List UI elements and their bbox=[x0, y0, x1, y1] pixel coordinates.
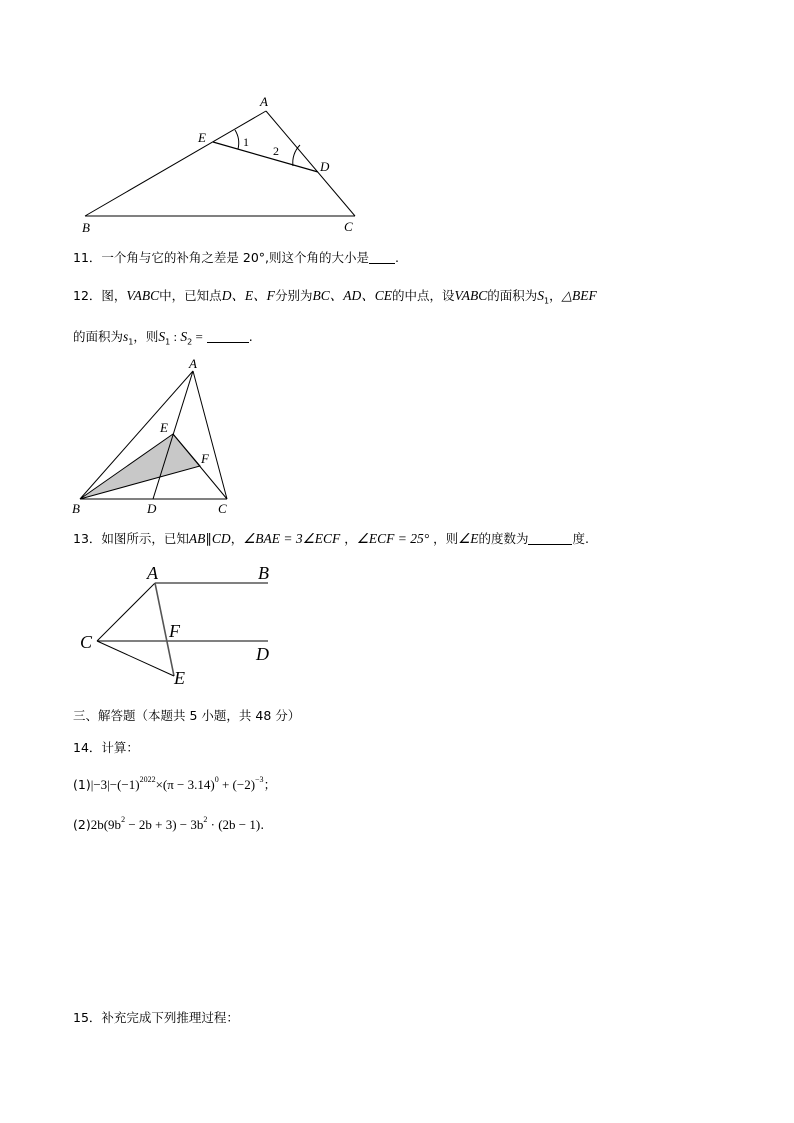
q12-text-a: 图， bbox=[101, 288, 127, 303]
figure1-label-d: D bbox=[320, 159, 330, 174]
q12-s1: S bbox=[537, 288, 544, 303]
question-11-text: 一个角与它的补角之差是 20°,则这个角的大小是 bbox=[101, 250, 370, 265]
question-11-number: 11． bbox=[73, 250, 102, 265]
q12-ratio-colon: : bbox=[170, 329, 181, 344]
q13-text-b: ，则 bbox=[429, 531, 459, 546]
q12-triangle-bef: △BEF bbox=[561, 288, 597, 303]
figure3-label-b: B bbox=[258, 563, 269, 583]
question-14-number: 14． bbox=[73, 740, 102, 755]
q14-p1-exp1: 2022 bbox=[139, 775, 156, 784]
figure3-label-d: D bbox=[256, 644, 269, 664]
question-15 bbox=[73, 1008, 239, 1026]
q13-parallel-symbol: ∥ bbox=[205, 531, 212, 546]
q14-p2-end: . bbox=[260, 817, 265, 832]
q12-points: D、E、F bbox=[221, 288, 275, 303]
q12-segments: BC、AD、CE bbox=[312, 288, 392, 303]
q12-ratio-a: S bbox=[158, 329, 166, 344]
q14-p2-expr-c: · (2b − 1) bbox=[207, 817, 261, 832]
figure2-label-a: A bbox=[189, 356, 197, 371]
figure1-label-angle2: 2 bbox=[273, 144, 279, 158]
question-14-part1 bbox=[73, 775, 276, 793]
q12-s2: s bbox=[123, 329, 129, 344]
q13-text-c: 的度数为 bbox=[478, 531, 529, 546]
q13-text-a: 如图所示，已知 bbox=[101, 531, 189, 546]
q12-text-c: 分别为 bbox=[274, 288, 313, 303]
q14-p1-label: (1) bbox=[73, 777, 91, 792]
q13-text-d: 度. bbox=[572, 531, 589, 546]
figure1-label-angle1: 1 bbox=[243, 135, 249, 149]
question-13-number: 13． bbox=[73, 531, 102, 546]
q14-p2-label: (2) bbox=[73, 817, 91, 832]
q13-comma-2: ， bbox=[340, 531, 357, 546]
q12-text-d: 的中点，设 bbox=[391, 288, 455, 303]
q14-p2-exp1: 2 bbox=[121, 815, 126, 824]
q14-p1-end: ； bbox=[263, 777, 277, 792]
q13-angle-relation: ∠BAE = 3∠ECF bbox=[243, 531, 341, 546]
figure3-segment-ca bbox=[97, 583, 155, 641]
q13-comma-1: ， bbox=[230, 531, 244, 546]
figure2-label-d: D bbox=[147, 501, 157, 516]
q14-p2-exp2: 2 bbox=[203, 815, 208, 824]
q12-text-h: ，则 bbox=[133, 329, 159, 344]
q12-text-f: ， bbox=[549, 288, 562, 303]
figure3-segment-ce bbox=[97, 641, 174, 676]
figure3-label-c: C bbox=[80, 632, 93, 652]
q12-text-b: 中，已知点 bbox=[159, 288, 222, 303]
q13-angle-e: ∠E bbox=[458, 531, 479, 546]
q12-triangle-abc-2: VABC bbox=[454, 288, 488, 303]
figure2-label-b: B bbox=[72, 501, 80, 516]
q12-ratio-sub-a: 1 bbox=[165, 337, 171, 347]
section-3-title: 三、解答题（本题共 5 小题，共 48 分） bbox=[73, 708, 301, 723]
q12-ratio-sub-b: 2 bbox=[187, 337, 193, 347]
q12-ratio-eq: = bbox=[192, 329, 203, 344]
question-12-number: 12． bbox=[73, 288, 102, 303]
figure2-label-c: C bbox=[218, 501, 227, 516]
figure3-label-e: E bbox=[174, 668, 185, 688]
figure1-label-b: B bbox=[82, 220, 90, 235]
q14-p2-expr-b: − 2b + 3) − 3b bbox=[125, 817, 204, 832]
figure1-label-a: A bbox=[260, 94, 268, 109]
question-15-text: 补充完成下列推理过程： bbox=[101, 1010, 239, 1025]
q12-end: . bbox=[248, 329, 253, 344]
q13-ab: AB bbox=[188, 531, 206, 546]
q14-p2-expr-a: 2b(9b bbox=[90, 817, 122, 832]
question-14-text: 计算： bbox=[101, 740, 139, 755]
figure2-label-e: E bbox=[160, 420, 168, 435]
q14-p1-expr-c: + (−2) bbox=[218, 777, 256, 792]
q12-s1-sub: 1 bbox=[543, 296, 550, 306]
q14-p1-expr-a: |−3|−(−1) bbox=[90, 777, 140, 792]
figure3-label-a: A bbox=[147, 563, 158, 583]
question-11-end: . bbox=[395, 250, 399, 265]
q13-angle-ecf: ∠ECF = 25° bbox=[356, 531, 430, 546]
q12-s2-sub: 1 bbox=[128, 337, 134, 347]
question-14 bbox=[73, 738, 139, 756]
q12-text-g: 的面积为 bbox=[73, 329, 124, 344]
q13-cd: CD bbox=[211, 531, 231, 546]
q12-ratio-b: S bbox=[180, 329, 188, 344]
q14-p1-exp2: 0 bbox=[214, 775, 219, 784]
question-14-part2 bbox=[73, 815, 264, 833]
q12-triangle-abc: VABC bbox=[126, 288, 160, 303]
question-15-number: 15． bbox=[73, 1010, 102, 1025]
figure3-label-f: F bbox=[169, 621, 180, 641]
q12-text-e: 的面积为 bbox=[487, 288, 538, 303]
q14-p1-expr-b: ×(π − 3.14) bbox=[155, 777, 215, 792]
figure1-label-c: C bbox=[344, 219, 353, 234]
figure1-label-e: E bbox=[198, 130, 206, 145]
q14-p1-exp3: −3 bbox=[255, 775, 264, 784]
figure2-label-f: F bbox=[201, 451, 209, 466]
